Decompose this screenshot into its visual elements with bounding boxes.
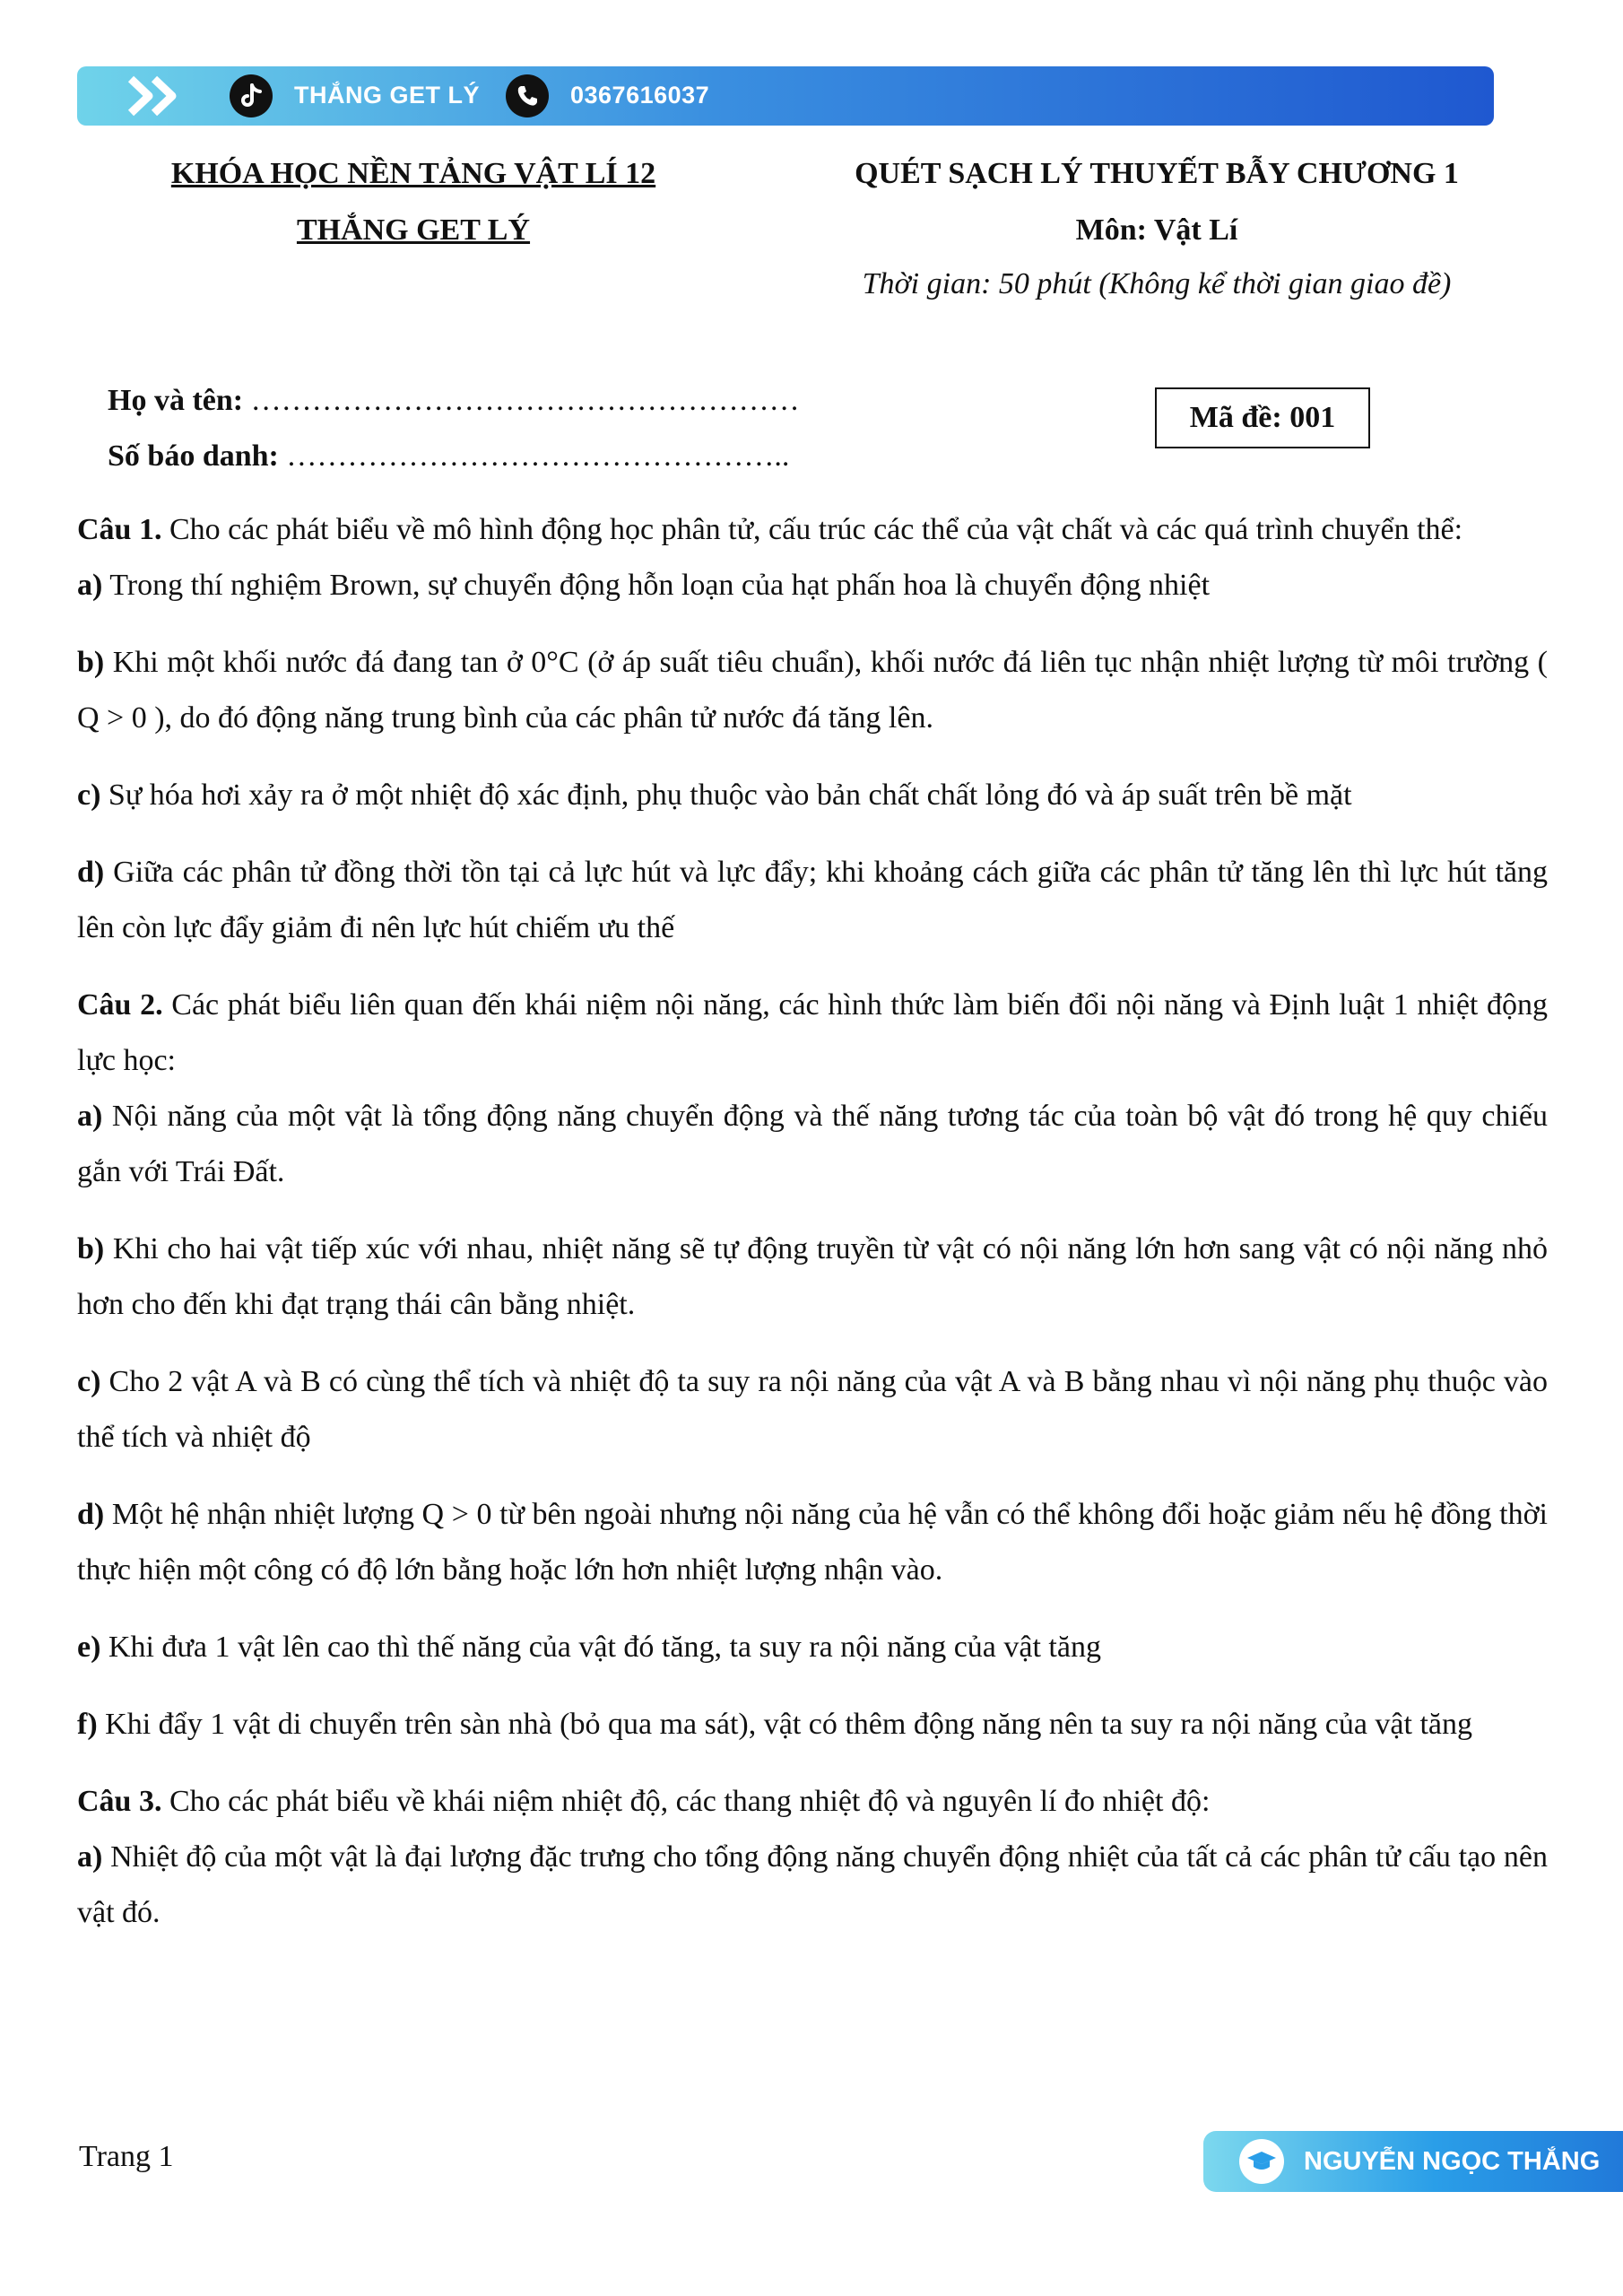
option-label: b)	[77, 646, 105, 679]
page-number: Trang 1	[79, 2140, 174, 2173]
q1-text: Cho các phát biểu về mô hình động học phân tử, cấu trúc các thể của vật chất và các quá trình chuyển thể:	[169, 513, 1463, 546]
option-text: Nhiệt độ của một vật là đại lượng đặc trưng cho tổng động năng chuyển động nhiệt của tất cả các phân tử cấu tạo nên vật đó.	[77, 1840, 1549, 1929]
time-limit: Thời gian: 50 phút (Không kể thời gian giao đề)	[862, 267, 1452, 300]
brand-name: NGUYỄN NGỌC THẮNG	[1304, 2147, 1601, 2176]
q2-b	[77, 1222, 1548, 1333]
q3-label: Câu 3.	[77, 1785, 162, 1818]
option-text: Khi đưa 1 vật lên cao thì thế năng của vật đó tăng, ta suy ra nội năng của vật tăng	[108, 1631, 1101, 1664]
option-text: Khi một khối nước đá đang tan ở 0°C (ở áp suất tiêu chuẩn), khối nước đá liên tục nhận nhiệt lượng từ môi trường ( Q > 0 ), do đó động năng trung bình của các phân tử nước đá tăng lên.	[77, 646, 1549, 735]
option-label: a)	[77, 1840, 103, 1874]
q1-c	[77, 768, 1548, 823]
q2-label: Câu 2.	[77, 988, 163, 1022]
q3-a	[77, 1830, 1548, 1941]
option-text: Cho 2 vật A và B có cùng thể tích và nhiệt độ ta suy ra nội năng của vật A và B bằng nhau vì nội năng phụ thuộc vào thể tích và nhiệt độ	[77, 1365, 1548, 1454]
tiktok-icon	[230, 74, 273, 117]
subject: Môn: Vật Lí	[1075, 213, 1238, 247]
exam-code-box: Mã đề: 001	[1155, 387, 1370, 448]
sbd-dots: …………………………………………..	[286, 439, 790, 473]
name-field	[108, 384, 800, 418]
double-chevron-icon	[127, 75, 190, 117]
option-text: Một hệ nhận nhiệt lượng Q > 0 từ bên ngoài nhưng nội năng của hệ vẫn có thể không đổi hoặc giảm nếu hệ đồng thời thực hiện một công có độ lớn bằng hoặc lớn hơn nhiệt lượng nhận vào.	[77, 1498, 1548, 1587]
phone-icon	[506, 74, 549, 117]
option-label: e)	[77, 1631, 101, 1664]
phone-number: 0367616037	[570, 82, 710, 109]
q2-text: Các phát biểu liên quan đến khái niệm nội năng, các hình thức làm biến đổi nội năng và Định luật 1 nhiệt động lực học:	[77, 988, 1549, 1077]
graduation-cap-icon	[1239, 2139, 1284, 2184]
questions	[77, 502, 1548, 1941]
exam-title: QUÉT SẠCH LÝ THUYẾT BẪY CHƯƠNG 1	[855, 157, 1459, 190]
q2-f	[77, 1697, 1548, 1752]
option-label: a)	[77, 1100, 103, 1133]
option-text: Trong thí nghiệm Brown, sự chuyển động hỗn loạn của hạt phấn hoa là chuyển động nhiệt	[109, 569, 1211, 602]
sbd-label: Số báo danh:	[108, 439, 279, 473]
option-text: Nội năng của một vật là tổng động năng chuyển động và thế năng tương tác của toàn bộ vật đó trong hệ quy chiếu gắn với Trái Đất.	[77, 1100, 1548, 1188]
course-title: KHÓA HỌC NỀN TẢNG VẬT LÍ 12	[170, 157, 656, 190]
q1-d	[77, 845, 1548, 956]
q2-d	[77, 1487, 1548, 1598]
q3-text: Cho các phát biểu về khái niệm nhiệt độ, các thang nhiệt độ và nguyên lí đo nhiệt độ:	[169, 1785, 1211, 1818]
q2-a	[77, 1089, 1548, 1200]
option-text: Sự hóa hơi xảy ra ở một nhiệt độ xác định, phụ thuộc vào bản chất chất lỏng đó và áp suất trên bề mặt	[108, 778, 1352, 812]
option-text: Khi cho hai vật tiếp xúc với nhau, nhiệt năng sẽ tự động truyền từ vật có nội năng lớn hơn sang vật có nội năng nhỏ hơn cho đến khi đạt trạng thái cân bằng nhiệt.	[77, 1232, 1548, 1321]
q2-c	[77, 1354, 1548, 1465]
name-label: Họ và tên:	[108, 384, 244, 417]
q2-stem	[77, 978, 1548, 1089]
tiktok-name: THẮNG GET LÝ	[294, 82, 480, 109]
teacher-name: THẮNG GET LÝ	[296, 213, 531, 247]
q1-stem	[77, 502, 1548, 558]
option-text: Giữa các phân tử đồng thời tồn tại cả lực hút và lực đẩy; khi khoảng cách giữa các phân tử tăng lên thì lực hút tăng lên còn lực đẩy giảm đi nên lực hút chiếm ưu thế	[77, 856, 1549, 944]
q3-stem	[77, 1774, 1548, 1830]
option-label: a)	[77, 569, 103, 602]
q2-e	[77, 1620, 1548, 1675]
q1-b	[77, 635, 1548, 746]
top-banner	[77, 66, 1494, 126]
option-text: Khi đẩy 1 vật di chuyển trên sàn nhà (bỏ qua ma sát), vật có thêm động năng nên ta suy ra nội năng của vật tăng	[105, 1708, 1472, 1741]
sbd-field	[108, 439, 789, 474]
brand-badge	[1203, 2131, 1623, 2192]
option-label: f)	[77, 1708, 98, 1741]
q1-label: Câu 1.	[77, 513, 162, 546]
q1-a	[77, 558, 1548, 613]
name-dots: ………………………………………………	[250, 384, 800, 417]
option-label: d)	[77, 856, 105, 889]
option-label: c)	[77, 1365, 101, 1398]
option-label: d)	[77, 1498, 105, 1531]
option-label: b)	[77, 1232, 105, 1265]
option-label: c)	[77, 778, 101, 812]
